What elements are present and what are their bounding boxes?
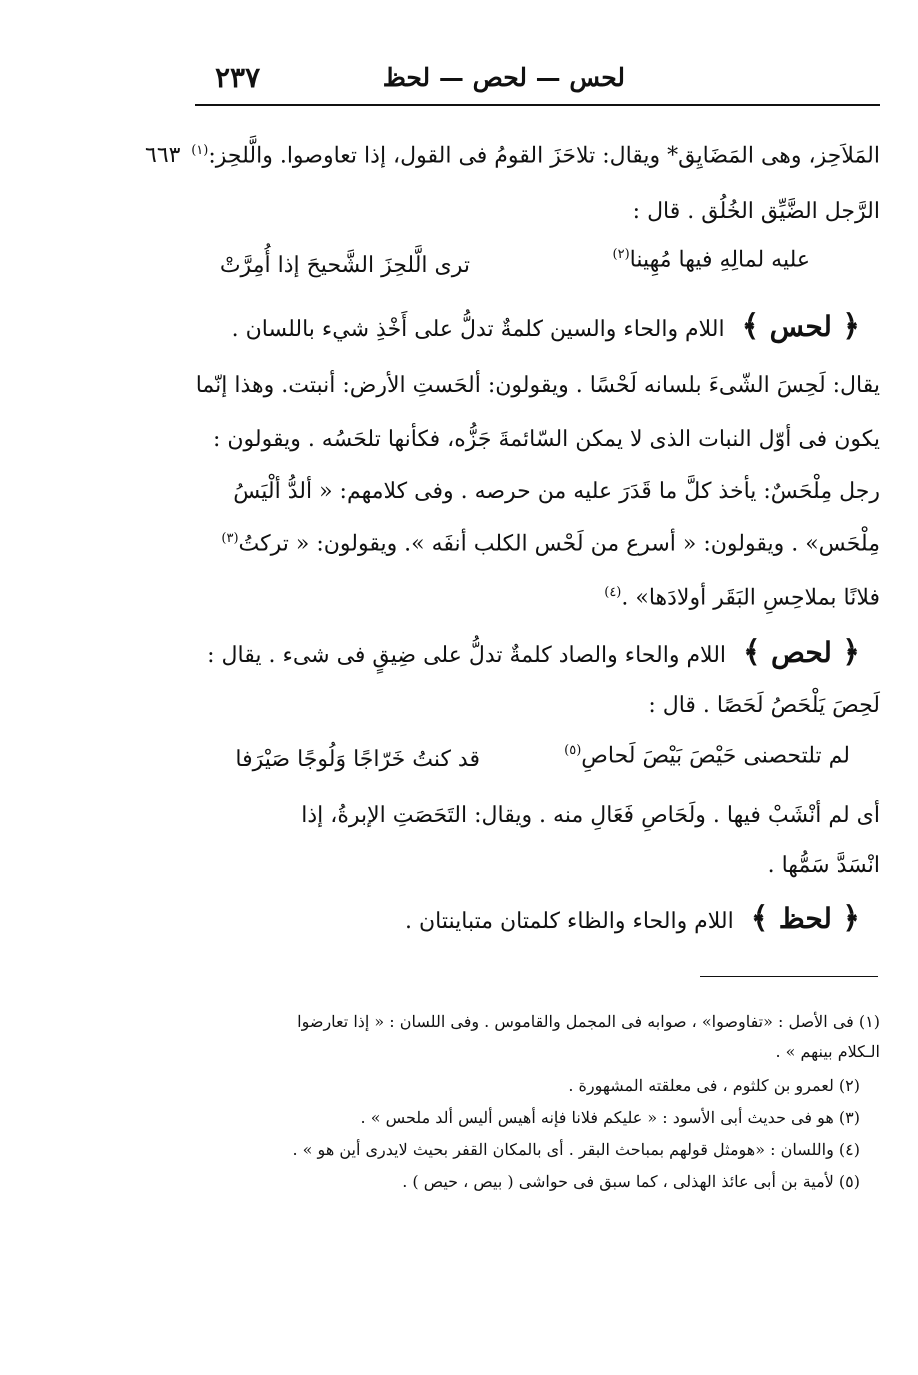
para-2-line-1: لَحِصَ يَلْحَصُ لَحَصًا . قال : — [648, 693, 880, 718]
para-2-line-3: انْسَدَّ سَمُّها . — [767, 853, 880, 878]
footnote-1-line-1: (١) فى الأصل : «تفاوصوا» ، صوابه فى المجمل والقاموس . وفى اللسان : « إذا تعارضوا — [297, 1012, 880, 1031]
footnote-marker-1: (١) — [191, 143, 209, 158]
footnote-1-line-2: الـكلام بينهم » . — [775, 1042, 880, 1061]
verse-2-first-hemistich: قد كنتُ خَرّاجًا وَلُوجًا صَيْرَفا — [235, 747, 480, 772]
footnote-5: (٥) لأمية بن أبى عائذ الهذلى ، كما سبق فى حواشى ( بيص ، حيص ) . — [402, 1172, 860, 1191]
para-2-line-2: أى لم أنْشَبْ فيها . ولَحَاصِ فَعَالِ منه . ويقال: التَحَصَتِ الإبرةُ، إذا — [301, 803, 880, 828]
entry-lahz — [405, 901, 860, 936]
entry-head-lahs-sad: ﴿ لحص ﴾ — [743, 635, 860, 670]
footnote-marker-5: (٥) — [564, 743, 582, 758]
entry-head-lahs-text: لحس — [769, 310, 832, 343]
verse-2-second-text: لم تلتحصنى حَيْصَ بَيْصَ لَحاصِ — [581, 743, 850, 769]
header-rule — [195, 104, 880, 106]
para-1-line-3: رجل مِلْحَسٌ: يأخذ كلَّ ما قَدَرَ عليه من حرصه . وفى كلامهم: « ألدُّ ألْيَسُ — [233, 479, 880, 504]
entry-number — [145, 143, 180, 168]
footnote-marker-3: (٣) — [221, 531, 239, 546]
verse-2-second-hemistich — [564, 743, 850, 768]
footnote-4: (٤) واللسان : «هومثل قولهم بمباحث البقر . أى بالمكان القفر بحيث لايدرى أين هو » . — [292, 1140, 860, 1159]
verse-1-first-hemistich: ترى الَّلحِزَ الشَّحيحَ إذا أُمِرَّتْ — [219, 253, 470, 278]
footnote-2: (٢) لعمرو بن كلثوم ، فى معلقته المشهورة . — [568, 1076, 860, 1095]
body-line-1-text: المَلاَحِز، وهى المَضَايِق* ويقال: تلاحَزَ القومُ فى القول، إذا تعاوصوا. والَّلحِز: — [208, 143, 880, 169]
page-header — [195, 55, 880, 103]
entry-head-lahz: ﴿ لحظ ﴾ — [750, 901, 860, 936]
verse-1-second-text: عليه لمالِهِ فيها مُهِينا — [629, 247, 810, 273]
entry-lahs-sad-text: اللام والحاء والصاد كلمةٌ تدلُّ على ضِيقٍ فى شىء . يقال : — [207, 643, 727, 668]
entry-lahs-sad — [207, 635, 860, 670]
entry-lahz-text: اللام والحاء والظاء كلمتان متباينتان . — [405, 909, 734, 934]
page-number: ٢٣٧ — [215, 61, 261, 94]
para-1-line-4-text: مِلْحَس» . ويقولون: « أسرع من لَحْس الكلب أنفَه ». ويقولون: « تركتُ — [238, 531, 880, 557]
footnote-marker-2: (٢) — [612, 247, 630, 262]
body-line-1 — [191, 143, 880, 168]
para-1-line-4 — [221, 531, 880, 556]
entry-head-lahs-sad-text: لحص — [771, 636, 832, 669]
para-1-line-5 — [604, 585, 880, 610]
para-1-line-2: يكون فى أوّل النبات الذى لا يمكن السّائمةَ جَزُّه، فكأنها تلحَسُه . ويقولون : — [212, 427, 880, 452]
para-1-line-5-text: فلانًا بملاحِسِ البَقَر أولادَها» . — [621, 585, 880, 611]
para-1-line-1: يقال: لَحِسَ الشّىءَ بلسانه لَحْسًا . ويقولون: ألحَستِ الأرض: أنبتت. وهذا إنّما — [195, 373, 880, 398]
entry-head-lahs: ﴿ لحس ﴾ — [741, 309, 860, 344]
entry-lahs-text: اللام والحاء والسين كلمةٌ تدلُّ على أَخْذِ شيء باللسان . — [231, 317, 725, 342]
entry-number-text: ٦٦٣ — [145, 143, 181, 168]
verse-1-second-hemistich — [613, 247, 811, 272]
footnote-rule — [700, 976, 878, 977]
body-line-2: الرَّجل الضَّيِّق الخُلُق . قال : — [632, 199, 880, 224]
footnote-marker-4: (٤) — [604, 585, 622, 600]
running-title: لحس — لحص — لحظ — [382, 63, 625, 92]
entry-head-lahz-text: لحظ — [778, 902, 832, 935]
entry-lahs — [232, 309, 860, 344]
footnote-3: (٣) هو فى حديث أبى الأسود : « عليكم فلانا فإنه أهيس أليس ألد ملحس » . — [360, 1108, 860, 1127]
